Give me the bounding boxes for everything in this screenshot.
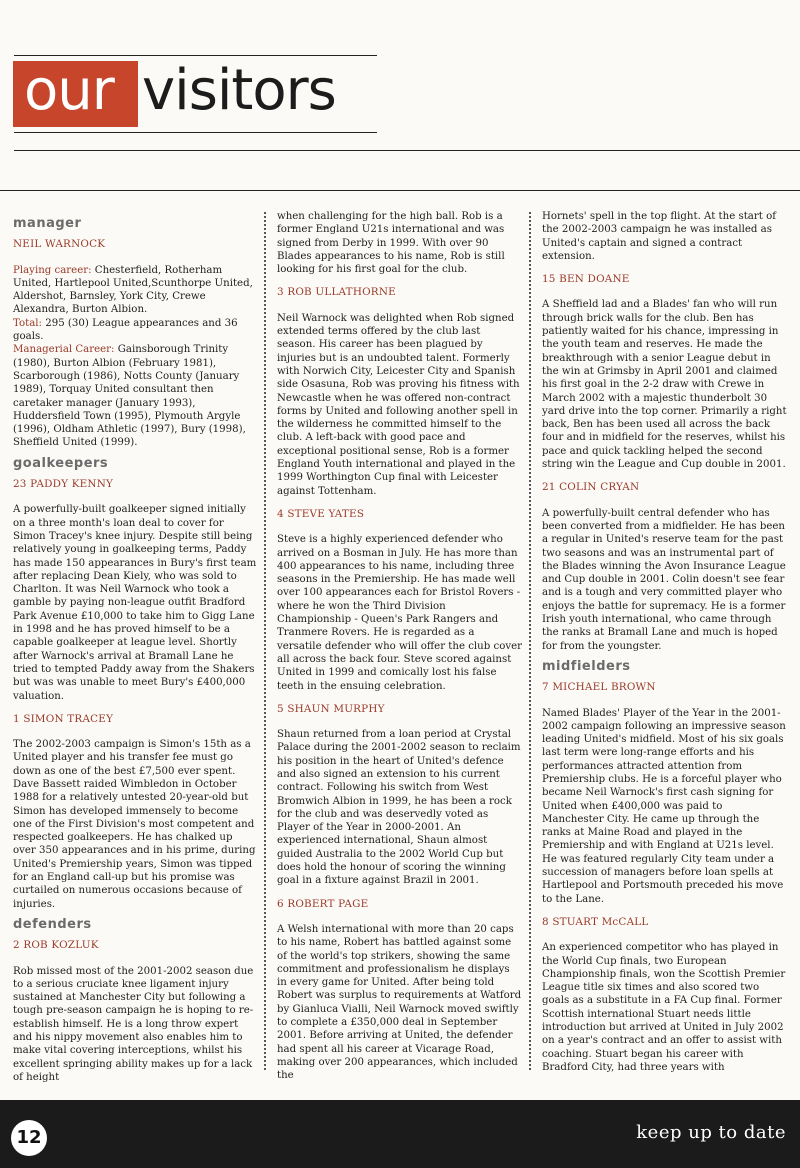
manager-name: NEIL WARNOCK xyxy=(13,238,106,251)
player-bio-murphy: Shaun returned from a loan period at Crystal Palace during the 2001-2002 season to reclaim his position in the heart of United's defence and also signed an extension to his current contract. Following his switch from West Bromwich Albion in 1999, he has been a rock for the club and was deservedly voted as Player of the Year in 2000-2001. An experienced international, Shaun almost guided Australia to the 2002 World Cup but does hold the honour of scoring the winning goal in a fixture against Brazil in 2001. xyxy=(277,729,521,887)
header-rule-long xyxy=(14,150,800,151)
column-1 xyxy=(13,210,258,1094)
total-label: Total: xyxy=(13,317,42,329)
player-bio-cryan: A powerfully-built central defender who has been converted from a midfielder. He has been a regular in United's reserve team for the past two seasons and was an instrumental part of the Blades winning the Avon Insurance League and Cup double in 2001. Colin doesn't see fear and is a tough and very committed player who enjoys the battle for supremacy. He is a former Irish youth international, who came through the ranks at Bramall Lane and much is hoped for from the youngster. xyxy=(542,507,786,652)
section-heading-midfielders: midfielders xyxy=(542,658,631,674)
player-bio-yates: Steve is a highly experienced defender who arrived on a Bosman in July. He has more than 400 appearances to his name, including three seasons in the Premiership. He has made well over 100 appearances each for Bristol Rovers - where he won the Third Division Championship - Queen's Park Rangers and Tranmere Rovers. He is regarded as a versatile defender who will offer the club cover all across the back four. Steve scored against United in 1999 and comically lost his false teeth in the ensuing celebration. xyxy=(277,534,522,692)
player-bio-kozluk: Rob missed most of the 2001-2002 season due to a serious cruciate knee ligament injury sustained at Manchester City but following a tough pre-season campaign he is hoping to re-establish himself. He is a long throw expert and his nippy movement also enables him to make vital covering interceptions, whilst his excellent springing ability makes up for a lack of height xyxy=(13,965,254,1083)
player-name-ullathorne: 3 ROB ULLATHORNE xyxy=(277,286,396,299)
footer-tagline: keep up to date xyxy=(636,1122,786,1143)
section-heading-defenders: defenders xyxy=(13,916,92,932)
player-name-kenny: 23 PADDY KENNY xyxy=(13,478,114,491)
player-bio-ullathorne: Neil Warnock was delighted when Rob signed extended terms offered by the club last season. His career has been plagued by injuries but is an undoubted talent. Formerly with Norwich City, Leicester City and Spanish side Osasuna, Rob was proving his fitness with Newcastle when he was offered non-contract forms by United and following another spell in the wilderness he committed himself to the club. A left-back with good pace and exceptional positional sense, Rob is a former England Youth international and played in the 1999 Worthington Cup final with Leicester against Tottenham. xyxy=(277,312,520,497)
managerial-career-label: Managerial Career: xyxy=(13,344,115,356)
player-name-tracey: 1 SIMON TRACEY xyxy=(13,712,114,725)
player-bio-page-cont: Hornets' spell in the top flight. At the start of the 2002-2003 campaign he was installed as United's captain and signed a contract extension. xyxy=(542,211,776,262)
player-name-murphy: 5 SHAUN MURPHY xyxy=(277,702,385,715)
playing-career-text: Chesterfield, Rotherham United, Hartlepool United,Scunthorpe United, Aldershot, Barnsley, York City, Crewe Alexandra, Burton Albion. xyxy=(13,264,253,316)
player-name-cryan: 21 COLIN CRYAN xyxy=(542,481,640,494)
playing-career-label: Playing career: xyxy=(13,264,92,276)
section-heading-manager: manager xyxy=(13,216,82,231)
column-2 xyxy=(277,210,522,1093)
player-bio-page: A Welsh international with more than 20 caps to his name, Robert has battled against some of the world's top strikers, showing the same commitment and professionalism he displays in every game for United. After being told Robert was surplus to requirements at Watford by Gianluca Vialli, Neil Warnock moved swiftly to complete a £350,000 deal in September 2001. Before arriving at United, the defender had spent all his career at Vicarage Road, making over 200 appearances, which included the xyxy=(277,923,522,1082)
column-divider-2 xyxy=(529,212,531,1070)
title-word-visitors: visitors xyxy=(142,58,336,123)
player-name-brown: 7 MICHAEL BROWN xyxy=(542,681,656,694)
header-rule-mid xyxy=(14,132,377,133)
column-3 xyxy=(542,210,787,1084)
player-bio-mccall: An experienced competitor who has played in the World Cup finals, two European Championship finals, won the Scottish Premier League title six times and also scored two goals as a substitute in a FA Cup final. Former Scottish international Stuart needs little introduction but arrived at United in July 2002 on a year's contract and an offer to assist with coaching. Stuart began his career with Bradford City, had three years with xyxy=(542,942,786,1073)
player-name-doane: 15 BEN DOANE xyxy=(542,273,630,286)
player-bio-kenny: A powerfully-built goalkeeper signed initially on a three month's loan deal to cover for Simon Tracey's knee injury. Despite still being relatively young in goalkeeping terms, Paddy has made 150 appearances in Bury's first team after replacing Dean Kiely, who was sold to Charlton. It was Neil Warnock who took a gamble by paying non-league outfit Bradford Park Avenue £10,000 to take him to Gigg Lane in 1998 and he has proved himself to be a capable goalkeeper at league level. Shortly after Warnock's arrival at Bramall Lane he tried to tempted Paddy away from the Shakers but was was unable to meet Bury's £400,000 valuation. xyxy=(13,504,257,702)
managerial-career-text: Gainsborough Trinity (1980), Burton Albion (February 1981), Scarborough (1986), Notts County (January 1989), Torquay United consultant then caretaker manager (January 1993), Huddersfield Town (1995), Plymouth Argyle (1996), Oldham Athletic (1997), Bury (1998), Sheffield United (1999). xyxy=(13,344,246,449)
page-number: 12 xyxy=(11,1120,47,1156)
player-bio-kozluk-cont: when challenging for the high ball. Rob is a former England U21s international and was signed from Derby in 1999. With over 90 Blades appearances to his name, Rob is still looking for his first goal for the club. xyxy=(277,211,505,276)
player-bio-doane: A Sheffield lad and a Blades' fan who will run through brick walls for the club. Ben has patiently waited for his chance, impressing in the youth team and reserves. He made the breakthrough with a senior League debut in the win at Grimsby in April 2001 and claimed his first goal in the 2-2 draw with Crewe in March 2002 with a majestic thunderbolt 30 yard drive into the top corner. Primarily a right back, Ben has been used all across the back four and in midfield for the reserves, whilst his pace and quick tackling helped the second string win the League and Cup double in 2001. xyxy=(542,299,787,471)
player-bio-tracey: The 2002-2003 campaign is Simon's 15th as a United player and his transfer fee must go down as one of the best £7,500 ever spent. Dave Bassett raided Wimbledon in October 1988 for a relatively untested 20-year-old but Simon has developed immensely to become one of the First Division's most competent and respected goalkeepers. He has chalked up over 350 appearances and in his prime, during United's Premiership years, Simon was tipped for an England call-up but his promise was curtailed on numerous occasions because of injuries. xyxy=(13,739,256,910)
manager-career xyxy=(13,264,258,450)
player-bio-brown: Named Blades' Player of the Year in the 2001-2002 campaign following an impressive season leading United's midfield. Most of his six goals last term were long-range efforts and his performances attracted attention from Premiership clubs. He is a forceful player who became Neil Warnock's first cash signing for United when £400,000 was paid to Manchester City. He came up through the ranks at Maine Road and played in the Premiership and with England at U21s level. He was featured regularly City team under a succession of managers before loan spells at Hartlepool and Portsmouth preceded his move to the Lane. xyxy=(542,707,786,905)
section-heading-goalkeepers: goalkeepers xyxy=(13,455,109,471)
title-word-our: our xyxy=(24,58,114,123)
total-text: 295 (30) League appearances and 36 goals. xyxy=(13,317,238,343)
player-name-yates: 4 STEVE YATES xyxy=(277,507,365,520)
player-name-page: 6 ROBERT PAGE xyxy=(277,897,369,910)
player-name-mccall: 8 STUART McCALL xyxy=(542,915,649,928)
header-rule-top xyxy=(14,55,377,56)
header-rule-bottom xyxy=(0,190,800,191)
player-name-kozluk: 2 ROB KOZLUK xyxy=(13,939,99,952)
column-divider-1 xyxy=(264,212,266,1070)
